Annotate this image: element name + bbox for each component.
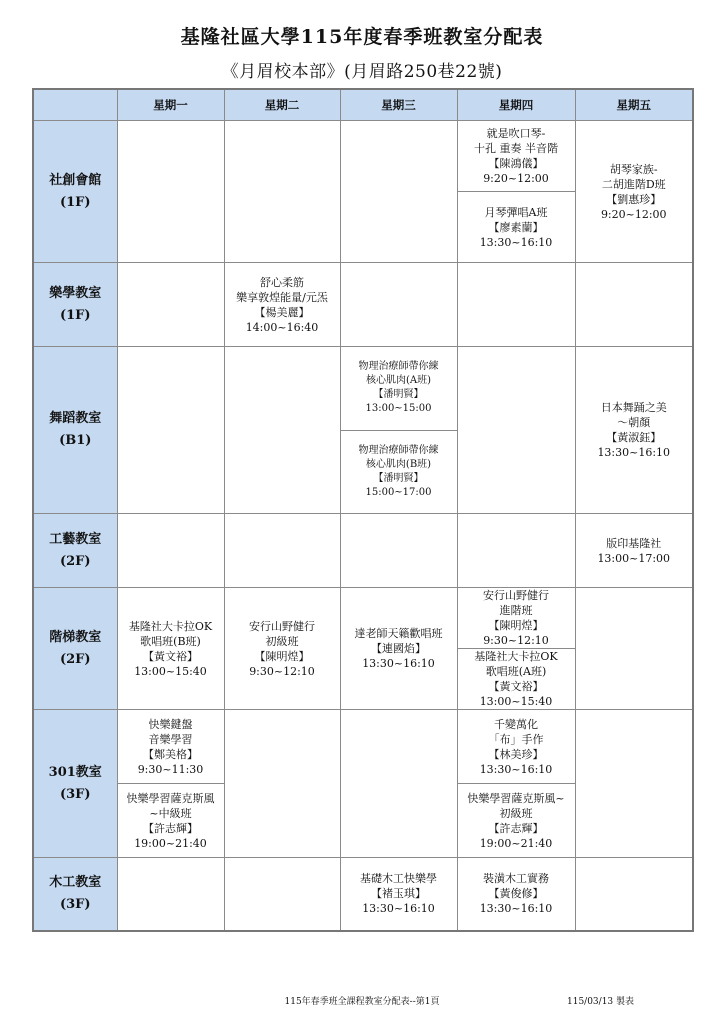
schedule-table: [32, 88, 694, 932]
class-entry: 物理治療師帶你練 核心肌肉(A班) 【潘明賢】 13:00~15:00: [358, 361, 439, 415]
room-row: [33, 263, 693, 347]
schedule-cell: [224, 347, 340, 514]
class-entry: 裝潢木工實務 【黃俊修】 13:30~16:10: [479, 872, 553, 916]
schedule-cell: [117, 588, 224, 710]
corner-cell: [33, 89, 117, 121]
schedule-cell: [117, 347, 224, 514]
room-name: 木工教室 (3F): [33, 858, 117, 931]
schedule-cell: [224, 588, 340, 710]
schedule-cell: [340, 588, 457, 710]
schedule-cell: [340, 710, 457, 858]
class-entry: 達老師天籟歡唱班 【連國焰】 13:30~16:10: [354, 627, 443, 670]
class-entry: 基礎木工快樂學 【褚玉琪】 13:30~16:10: [360, 872, 437, 916]
schedule-cell: [457, 121, 575, 263]
page-subtitle: 《月眉校本部》(月眉路250巷22號): [221, 62, 503, 82]
schedule-cell: [224, 263, 340, 347]
day-header: 星期一: [117, 89, 224, 121]
schedule-cell: [575, 263, 693, 347]
room-name: 舞蹈教室 (B1): [33, 347, 117, 514]
schedule-cell: [117, 263, 224, 347]
room-row: [33, 347, 693, 514]
schedule-cell: [340, 858, 457, 931]
schedule-cell: [224, 514, 340, 588]
room-row: [33, 588, 693, 710]
class-entry: 快樂學習薩克斯風 ~中級班 【許志輝】 19:00~21:40: [126, 791, 215, 850]
room-row: [33, 710, 693, 858]
schedule-cell: [340, 347, 457, 514]
schedule-cell: [117, 710, 224, 858]
class-entry: 千變萬化 「布」手作 【林美珍】 13:30~16:10: [479, 717, 553, 776]
schedule-cell: [224, 710, 340, 858]
class-entry: 就是吹口琴- 十孔 重奏 半音階 【陳鴻儀】 9:20~12:00: [474, 127, 558, 185]
class-entry: 舒心柔筋 樂享敦煌能量/元炁 【楊美麗】 14:00~16:40: [236, 275, 328, 334]
schedule-cell: [575, 588, 693, 710]
class-entry: 安行山野健行 進階班 【陳明煌】 9:30~12:10: [483, 589, 549, 647]
schedule-cell: [457, 858, 575, 931]
class-entry: 基隆社大卡拉OK 歌唱班(A班) 【黃文裕】 13:00~15:40: [474, 650, 558, 708]
room-name: 樂學教室 (1F): [33, 263, 117, 347]
class-entry: 胡琴家族- 二胡進階D班 【劉惠珍】 9:20~12:00: [600, 162, 667, 221]
schedule-cell: [575, 514, 693, 588]
schedule-cell: [340, 263, 457, 347]
footer-date: 115/03/13 製表: [567, 997, 635, 1007]
day-header: 星期三: [340, 89, 457, 121]
schedule-cell: [224, 121, 340, 263]
day-header: 星期四: [457, 89, 575, 121]
footer-page-info: 115年春季班全課程教室分配表--第1頁: [284, 997, 440, 1007]
schedule-cell: [457, 710, 575, 858]
schedule-cell: [457, 263, 575, 347]
class-entry: 物理治療師帶你練 核心肌肉(B班) 【潘明賢】 15:00~17:00: [358, 444, 439, 498]
schedule-cell: [575, 347, 693, 514]
class-entry: 安行山野健行 初級班 【陳明煌】 9:30~12:10: [249, 619, 315, 678]
page-title: 基隆社區大學115年度春季班教室分配表: [180, 26, 544, 48]
class-entry: 日本舞踊之美 ～朝顏 【黃淑鈺】 13:30~16:10: [597, 401, 671, 459]
class-entry: 基隆社大卡拉OK 歌唱班(B班) 【黃文裕】 13:00~15:40: [128, 619, 213, 678]
schedule-cell: [457, 514, 575, 588]
schedule-cell: [457, 588, 575, 710]
room-row: [33, 858, 693, 931]
class-entry: 版印基隆社 13:00~17:00: [597, 536, 671, 565]
schedule-cell: [575, 710, 693, 858]
room-name: 社創會館 (1F): [33, 121, 117, 263]
schedule-cell: [340, 514, 457, 588]
day-header: 星期五: [575, 89, 693, 121]
day-header: 星期二: [224, 89, 340, 121]
room-row: [33, 514, 693, 588]
room-name: 階梯教室 (2F): [33, 588, 117, 710]
schedule-cell: [117, 121, 224, 263]
room-row: [33, 121, 693, 263]
schedule-cell: [575, 858, 693, 931]
schedule-cell: [224, 858, 340, 931]
room-name: 301教室 (3F): [33, 710, 117, 858]
class-entry: 快樂鍵盤 音樂學習 【鄭美格】 9:30~11:30: [137, 717, 204, 776]
room-name: 工藝教室 (2F): [33, 514, 117, 588]
schedule-cell: [340, 121, 457, 263]
schedule-cell: [457, 347, 575, 514]
class-entry: 月琴彈唱A班 【廖素蘭】 13:30~16:10: [479, 205, 553, 249]
schedule-cell: [117, 858, 224, 931]
day-header-row: [33, 89, 693, 121]
schedule-cell: [575, 121, 693, 263]
schedule-cell: [117, 514, 224, 588]
class-entry: 快樂學習薩克斯風~ 初級班 【許志輝】 19:00~21:40: [467, 791, 565, 850]
